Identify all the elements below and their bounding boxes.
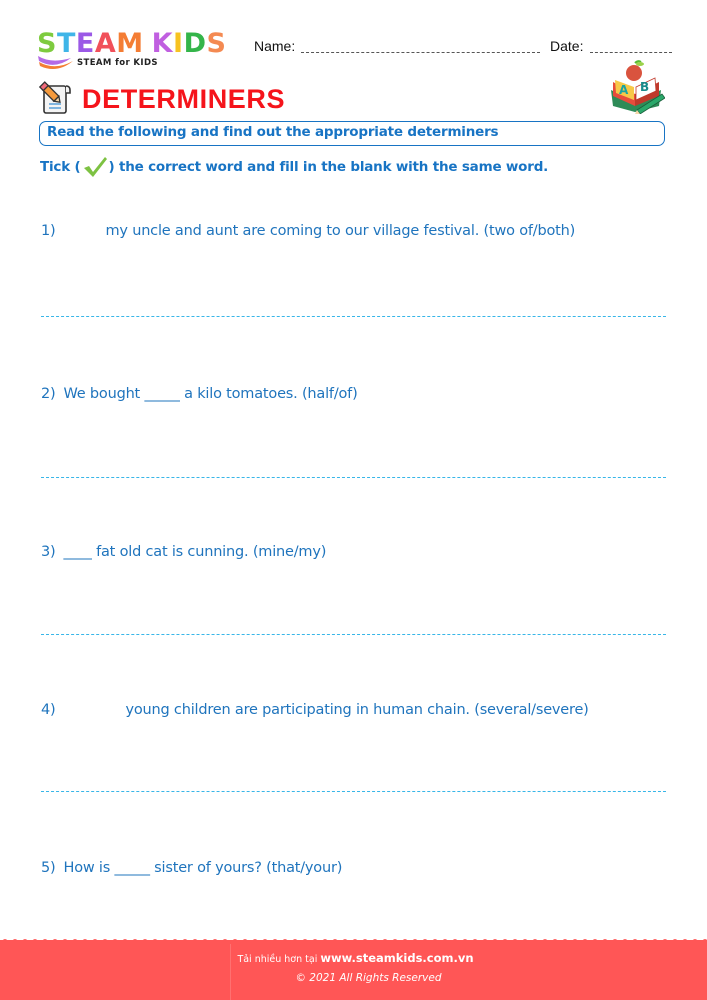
answer-line[interactable] [41,634,666,635]
question-2 [41,386,358,402]
footer-prefix: Tải nhiều hơn tại [237,954,321,965]
svg-text:B: B [640,80,650,94]
question-4 [41,702,589,718]
question-number: 1) [41,223,56,239]
question-number: 3) [41,544,56,560]
question-number: 2) [41,386,56,402]
answer-line[interactable] [41,791,666,792]
instruction-text: Read the following and find out the appropriate determiners [47,124,499,140]
question-text: young children are participating in human chain. (several/severe) [125,702,589,718]
answer-line[interactable] [41,477,666,478]
question-text: We bought _____ a kilo tomatoes. (half/of) [63,386,358,402]
logo-letter: S [37,28,57,59]
tick-instruction [40,156,548,178]
logo-swoosh-icon [37,54,77,72]
logo-letter: T [56,28,76,59]
date-input-line[interactable] [590,52,672,53]
footer-link-line [0,951,707,965]
question-number: 5) [41,860,56,876]
tick-suffix: ) the correct word and fill in the blank with the same word. [108,159,549,175]
question-1 [41,223,575,239]
page-title: DETERMINERS [82,84,286,114]
footer-copyright: © 2021 All Rights Reserved [295,972,442,984]
question-text: How is _____ sister of yours? (that/your) [63,860,343,876]
question-5 [41,860,342,876]
question-text: my uncle and aunt are coming to our village festival. (two of/both) [105,223,576,239]
logo-letter: K [151,28,174,59]
date-label: Date: [550,38,584,54]
question-text: ____ fat old cat is cunning. (mine/my) [63,544,327,560]
name-input-line[interactable] [301,52,540,53]
logo-letter: D [183,28,207,59]
logo-letter: M [116,28,144,59]
name-label: Name: [254,38,296,54]
svg-text:A: A [619,83,629,97]
abc-book-icon [607,60,665,114]
tick-prefix: Tick ( [40,159,81,175]
question-3 [41,544,326,560]
logo-letter: I [173,28,184,59]
question-number: 4) [41,702,56,718]
logo-letter: E [75,28,95,59]
answer-line[interactable] [41,316,666,317]
logo-letter: S [206,28,227,59]
pencil-document-icon [37,80,73,116]
logo-subtitle: STEAM for KIDS [77,58,158,68]
footer-url-link[interactable]: www.steamkids.com.vn [320,951,474,965]
checkmark-icon [82,156,108,178]
logo-letter: A [94,28,117,59]
steam-kids-logo [37,30,237,72]
footer-banner [0,940,707,1000]
